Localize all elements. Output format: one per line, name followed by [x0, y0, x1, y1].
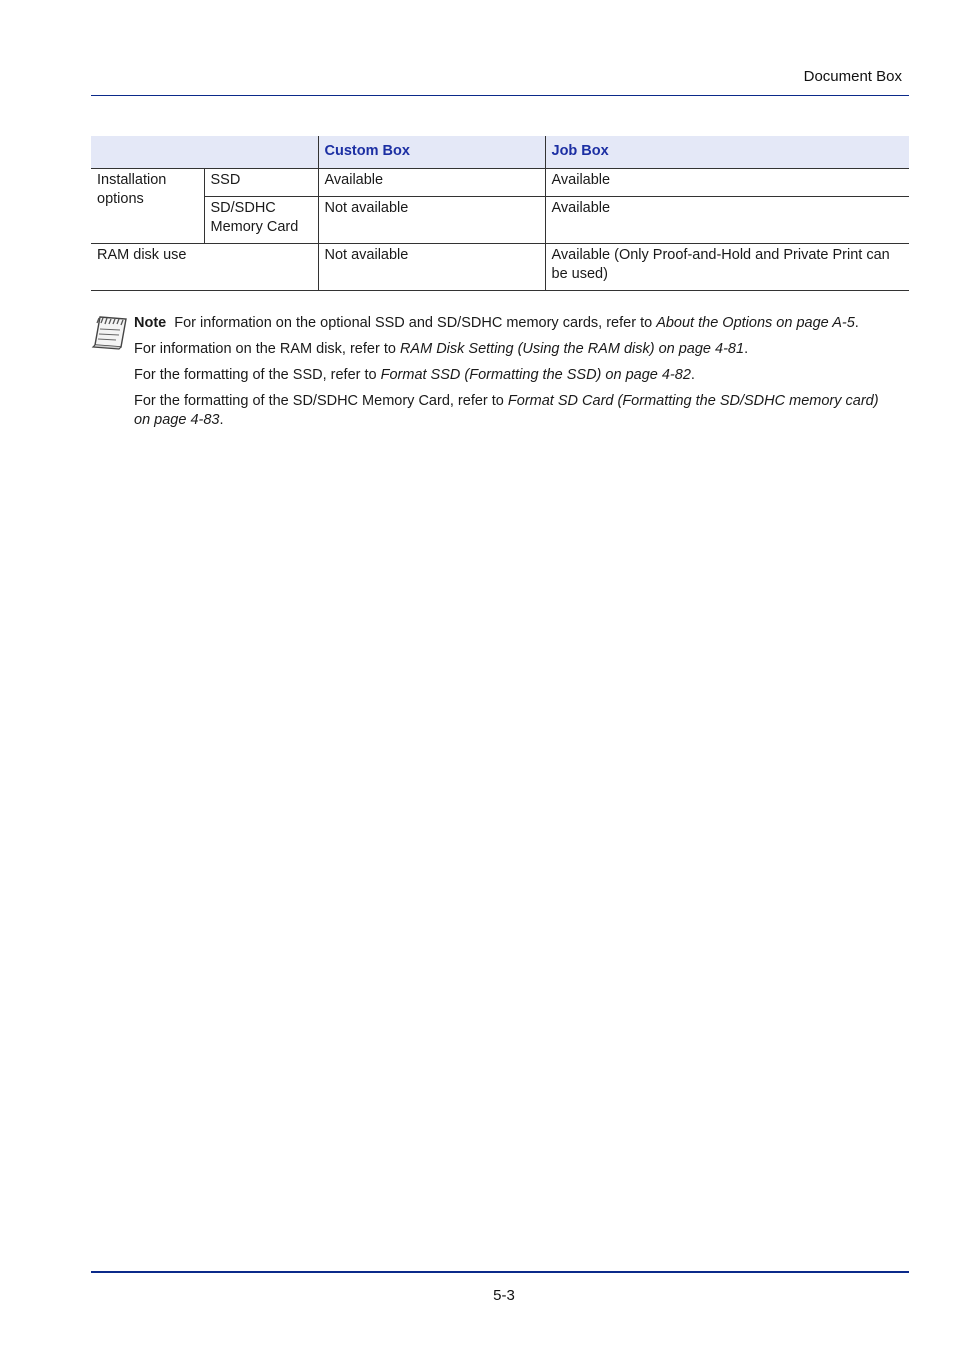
reference-link[interactable]: RAM Disk Setting (Using the RAM disk) on page 4-81 — [399, 341, 745, 357]
table-header-row — [91, 136, 909, 169]
row-sublabel-sd-card: SD/SDHC Memory Card — [204, 197, 318, 244]
note-line: Note For information on the optional SSD and SD/SDHC memory cards, refer to About the Options on page A-5. — [134, 315, 859, 331]
row-label-installation-options: Installation options — [91, 169, 204, 244]
cell-job-ram-disk: Available (Only Proof-and-Hold and Private Print can be used) — [545, 244, 909, 291]
note-line: For the formatting of the SSD, refer to Format SSD (Formatting the SSD) on page 4-82. — [134, 367, 695, 383]
reference-link[interactable]: Format SSD (Formatting the SSD) on page 4-82 — [380, 367, 691, 383]
reference-link[interactable]: About the Options on page A-5 — [656, 315, 855, 331]
table-header-empty — [91, 136, 318, 169]
footer-rule — [91, 1271, 909, 1273]
cell-custom-ssd: Available — [318, 169, 545, 197]
header-rule — [91, 95, 909, 96]
note-pad-icon — [91, 314, 129, 350]
cell-job-sd-card: Available — [545, 197, 909, 244]
page-number: 5-3 — [493, 1287, 515, 1304]
table-row — [91, 197, 909, 244]
table-row — [91, 169, 909, 197]
note-line: For information on the RAM disk, refer to RAM Disk Setting (Using the RAM disk) on page 4-81. — [134, 341, 749, 357]
row-label-ram-disk-use: RAM disk use — [91, 244, 318, 291]
table-row — [91, 244, 909, 291]
comparison-table — [91, 136, 909, 291]
note-line: For the formatting of the SD/SDHC Memory Card, refer to Format SD Card (Formatting the SD/SDHC memory card) on page 4-83. — [134, 393, 879, 428]
cell-custom-ram-disk: Not available — [318, 244, 545, 291]
page-header-title: Document Box — [803, 68, 902, 85]
column-header-custom-box: Custom Box — [318, 136, 545, 169]
note-label: Note — [134, 315, 167, 331]
column-header-job-box: Job Box — [545, 136, 909, 169]
reference-link[interactable]: Format SD Card (Formatting the SD/SDHC memory card) on page 4-83 — [134, 393, 879, 428]
cell-job-ssd: Available — [545, 169, 909, 197]
row-sublabel-ssd: SSD — [204, 169, 318, 197]
cell-custom-sd-card: Not available — [318, 197, 545, 244]
